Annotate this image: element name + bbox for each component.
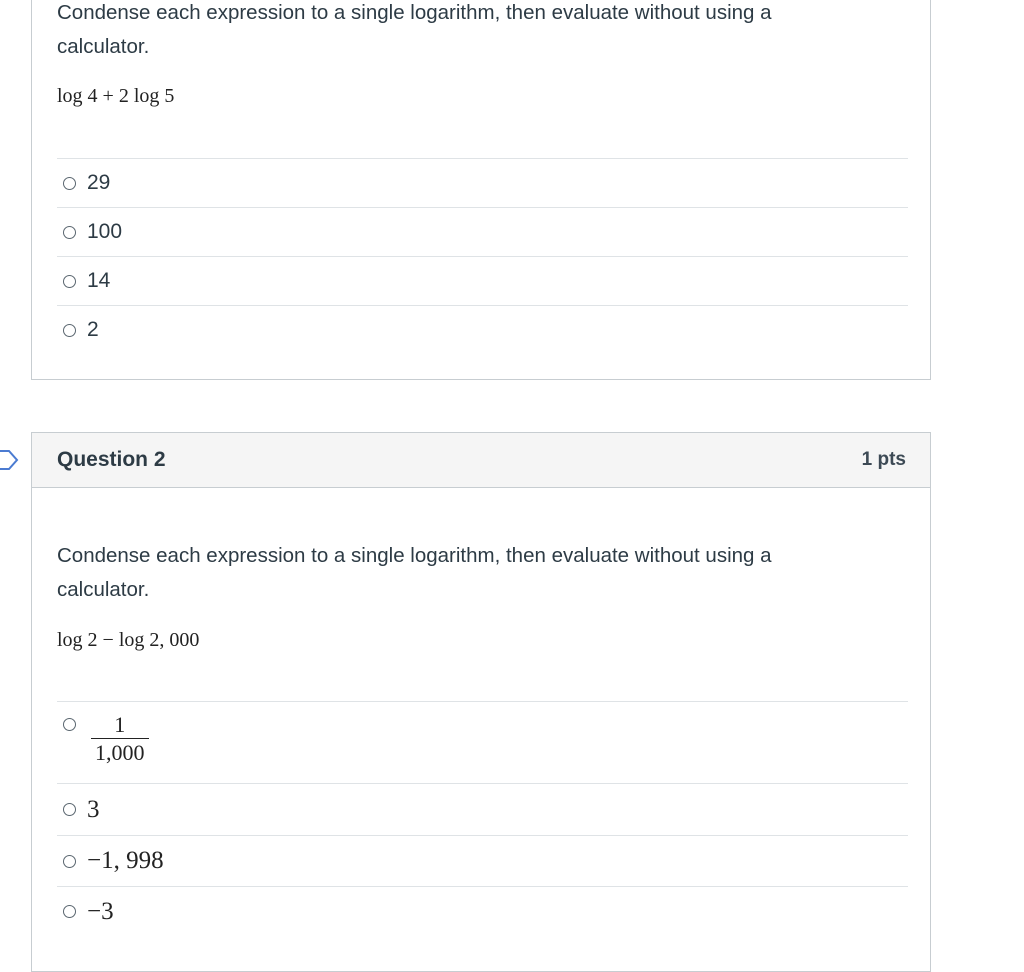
answer-label: 100 [87,220,123,243]
answer-label: 14 [87,269,111,292]
fraction-denominator: 1,000 [95,740,145,765]
question-title: Question 2 [57,448,166,471]
question-2-text: Condense each expression to a single logarithm, then evaluate without using a calculator. [57,544,772,601]
answer-option[interactable] [57,207,908,256]
question-header [32,433,930,488]
answer-label: −3 [87,897,114,925]
answer-label: 29 [87,171,111,194]
radio-button[interactable] [63,324,76,337]
question-2-expression: log 2 − log 2, 000 [57,629,200,651]
answer-option[interactable] [57,783,908,835]
answer-option[interactable] [57,158,908,207]
fraction-numerator: 1 [114,712,126,737]
radio-button[interactable] [63,226,76,239]
radio-button[interactable] [63,803,76,816]
radio-button[interactable] [63,905,76,918]
question-1-answers [57,158,908,354]
flag-question-icon[interactable] [0,449,19,471]
answer-label: 2 [87,318,99,341]
question-2-answers [57,701,908,936]
fraction-answer [91,712,149,767]
radio-button[interactable] [63,177,76,190]
answer-option[interactable] [57,305,908,354]
question-points: 1 pts [861,449,906,470]
answer-option[interactable] [57,256,908,305]
answer-label: 3 [87,795,100,823]
answer-label: −1, 998 [87,847,164,874]
radio-button[interactable] [63,718,76,731]
question-1-expression: log 4 + 2 log 5 [57,85,175,107]
answer-option[interactable] [57,886,908,936]
question-1-text: Condense each expression to a single logarithm, then evaluate without using a calculator. [57,1,772,58]
radio-button[interactable] [63,855,76,868]
answer-option[interactable] [57,835,908,886]
question-1-card [31,0,931,380]
answer-option[interactable] [57,701,908,783]
question-2-card [31,432,931,972]
radio-button[interactable] [63,275,76,288]
